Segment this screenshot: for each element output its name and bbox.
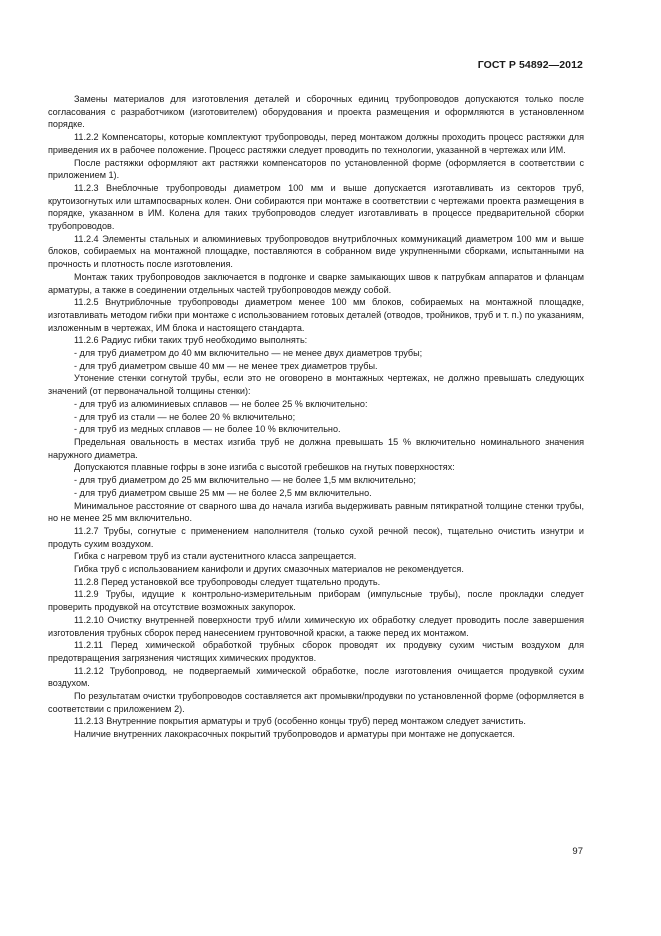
paragraph: Утонение стенки согнутой трубы, если это не оговорено в монтажных чертежах, не должно превышать следующих значений (от первоначальной толщины стенки):: [48, 373, 584, 397]
paragraph-11-2-10: 11.2.10 Очистку внутренней поверхности труб и/или химическую их обработку следует проводить после завершения изготовления трубных сборок перед нанесением грунтовочной краски, а также перед их монтажом.: [48, 614, 584, 638]
standard-header: ГОСТ Р 54892—2012: [477, 59, 583, 71]
paragraph-11-2-3: 11.2.3 Внеблочные трубопроводы диаметром 100 мм и выше допускается изготавливать из секторов труб, крутоизогнутых или штампосварных колен. Они собираются при монтаже в соответствии с чертежами проекта размещения в порядке, указанном в ИМ. Колена для таких трубопроводов следует изготавливать в процессе предварительной сборки трубопроводов.: [48, 182, 584, 232]
page-number: 97: [572, 846, 583, 857]
paragraph-11-2-11: 11.2.11 Перед химической обработкой трубных сборок проводят их продувку сухим чистым воздухом для предотвращения загрязнения чистящих химических продуктов.: [48, 640, 584, 663]
list-item: - для труб диаметром свыше 40 мм — не менее трех диаметров трубы.: [74, 360, 378, 371]
list-item: - для труб диаметром до 25 мм включительно — не более 1,5 мм включительно;: [74, 475, 416, 486]
list-item: - для труб диаметром до 40 мм включительно — не менее двух диаметров трубы;: [74, 348, 423, 359]
paragraph: Наличие внутренних лакокрасочных покрытий трубопроводов и арматуры при монтаже не допускается.: [74, 729, 515, 740]
paragraph: Замены материалов для изготовления деталей и сборочных единиц трубопроводов допускаются только после согласования с разработчиком (изготовителем) оборудования и проекта размещения и оформляются в установленном порядке.: [48, 94, 584, 130]
paragraph-11-2-2: 11.2.2 Компенсаторы, которые комплектуют трубопроводы, перед монтажом должны проходить процесс растяжки для приведения их в рабочее положение. Процесс растяжки следует проводить по технологии, указанной в чертежах или ИМ.: [48, 132, 584, 155]
list-item: - для труб из медных сплавов — не более 10 % включительно.: [74, 424, 341, 435]
list-item: - для труб из алюминиевых сплавов — не более 25 % включительно:: [74, 398, 368, 409]
body-text: [48, 93, 584, 741]
paragraph: Допускаются плавные гофры в зоне изгиба с высотой гребешков на гнутых поверхностях:: [74, 462, 455, 473]
paragraph-11-2-8: 11.2.8 Перед установкой все трубопроводы следует тщательно продуть.: [74, 576, 381, 587]
paragraph-11-2-4: 11.2.4 Элементы стальных и алюминиевых трубопроводов внутриблочных коммуникаций диаметром 100 мм и выше блоков, собираемых на монтажной площадке, поставляются в собранном виде укрупненными сборками, испытанными на прочность и плотность после изготовления.: [48, 233, 584, 270]
paragraph-11-2-12: 11.2.12 Трубопровод, не подвергаемый химической обработке, после изготовления очищается продувкой сухим воздухом.: [48, 665, 584, 689]
paragraph-11-2-7: 11.2.7 Трубы, согнутые с применением наполнителя (только сухой речной песок), тщательно очистить изнутри и продуть сухим воздухом.: [48, 525, 584, 549]
paragraph: После растяжки оформляют акт растяжки компенсаторов по установленной форме (оформляется в соответствии с приложением 1).: [48, 157, 584, 181]
paragraph: Минимальное расстояние от сварного шва до начала изгиба выдерживать равным пятикратной толщине стенки трубы, но не менее 25 мм включительно.: [48, 500, 584, 524]
paragraph: Гибка труб с использованием канифоли и других смазочных материалов не рекомендуется.: [74, 564, 464, 575]
paragraph-11-2-6: 11.2.6 Радиус гибки таких труб необходимо выполнять:: [74, 335, 308, 346]
paragraph-11-2-9: 11.2.9 Трубы, идущие к контрольно-измерительным приборам (импульсные трубы), после прокладки следует проверить продувкой на отсутствие возможных закупорок.: [48, 589, 584, 613]
paragraph-11-2-5: 11.2.5 Внутриблочные трубопроводы диаметром менее 100 мм блоков, собираемых на монтажной площадке, изготавливать методом гибки при монтаже с использованием готовых деталей (отводов, тройников, труб и т. п.) по указаниям, изложенным в чертежах, ИМ блока и настоящего стандарта.: [48, 297, 584, 333]
paragraph: Гибка с нагревом труб из стали аустенитного класса запрещается.: [74, 551, 357, 562]
paragraph: По результатам очистки трубопроводов составляется акт промывки/продувки по установленной форме (оформляется в соответствии с приложением 2).: [48, 691, 584, 714]
paragraph: Предельная овальность в местах изгиба труб не должна превышать 15 % включительно номинального значения наружного диаметра.: [48, 436, 584, 460]
paragraph: Монтаж таких трубопроводов заключается в подгонке и сварке замыкающих швов к патрубкам аппаратов и фланцам арматуры, а также в соединении отдельных частей трубопроводов между собой.: [48, 271, 584, 295]
paragraph-11-2-13: 11.2.13 Внутренние покрытия арматуры и труб (особенно концы труб) перед монтажом следует зачистить.: [74, 716, 526, 727]
list-item: - для труб из стали — не более 20 % включительно;: [74, 411, 296, 422]
list-item: - для труб диаметром свыше 25 мм — не более 2,5 мм включительно.: [74, 487, 372, 498]
